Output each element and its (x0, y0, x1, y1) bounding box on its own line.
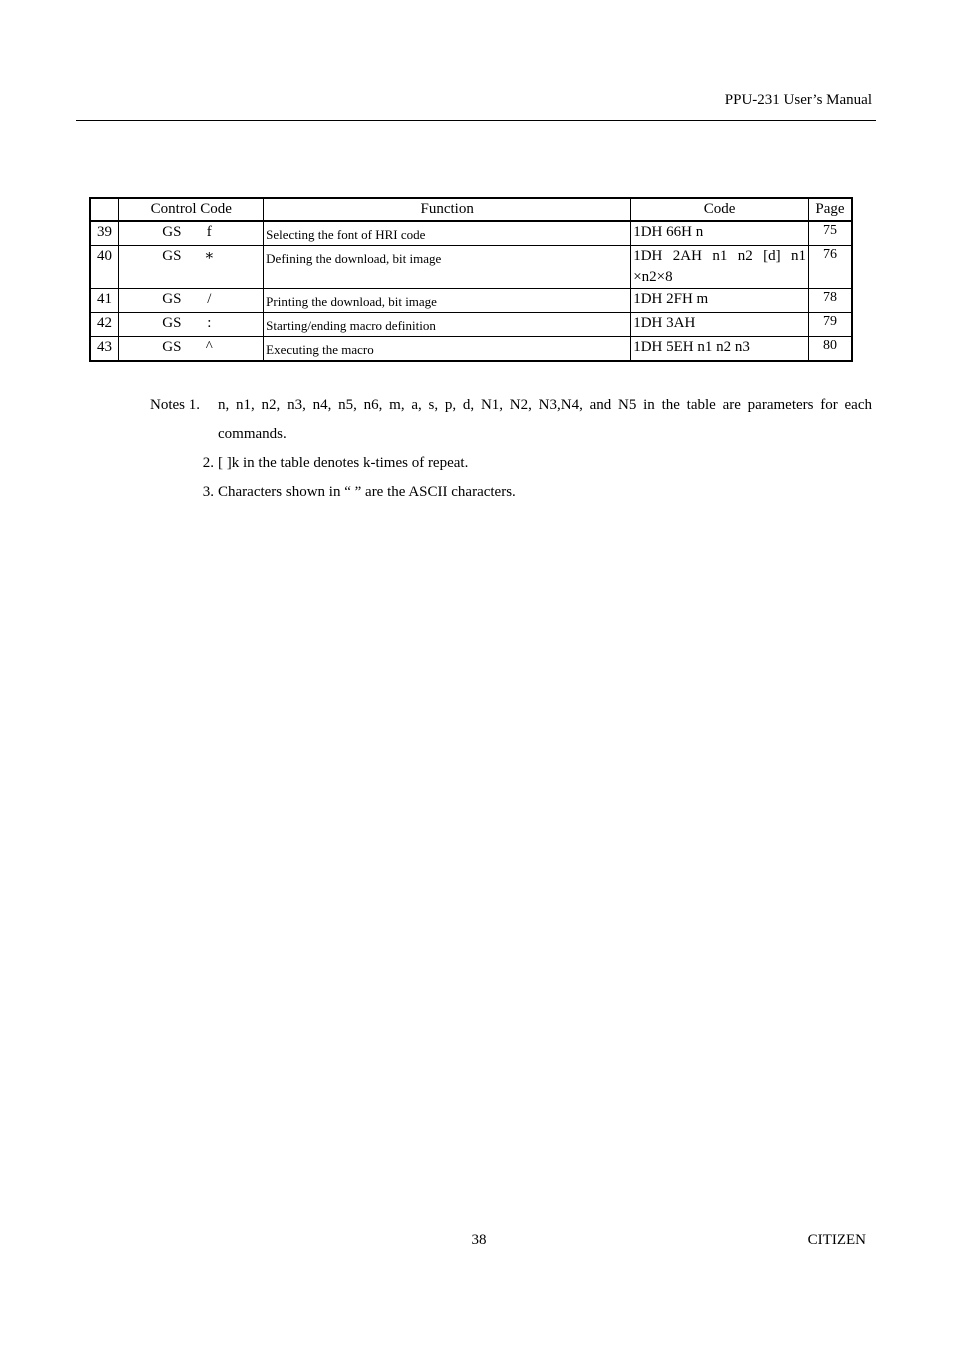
row-control-code (119, 289, 264, 313)
row-page: 80 (809, 337, 852, 362)
row-control-code (119, 337, 264, 362)
cc-char: / (207, 291, 212, 307)
footer-brand: CITIZEN (807, 1232, 866, 1248)
row-function: Defining the download, bit image (264, 246, 631, 289)
row-page: 75 (809, 221, 852, 246)
notes-label: Notes 1. (150, 397, 200, 413)
table-row (90, 289, 852, 313)
row-page: 79 (809, 313, 852, 337)
cc-char: f (206, 224, 212, 240)
note-marker: 3. (202, 484, 214, 500)
row-page: 76 (809, 246, 852, 289)
row-control-code (119, 313, 264, 337)
note-item (150, 478, 872, 507)
notes-section (150, 391, 872, 507)
cc-prefix: GS (162, 315, 182, 331)
table-row (90, 246, 852, 289)
row-number: 39 (90, 221, 119, 246)
row-number: 42 (90, 313, 119, 337)
note-text: [ ]k in the table denotes k-times of repeat. (218, 455, 469, 471)
command-table (89, 197, 853, 362)
row-code: 1DH 2AH n1 n2 [d] n1 ×n2×8 (631, 246, 809, 289)
row-control-code (119, 246, 264, 289)
row-page: 78 (809, 289, 852, 313)
header-control-code: Control Code (119, 198, 264, 221)
table-header-row (90, 198, 852, 221)
header-number (90, 198, 119, 221)
note-text: n, n1, n2, n3, n4, n5, n6, m, a, s, p, d, N1, N2, N3,N4, and N5 in the table are parameters for each commands. (218, 397, 872, 442)
page-number: 38 (471, 1232, 487, 1248)
header-rule (76, 120, 876, 121)
row-number: 40 (90, 246, 119, 289)
row-number: 41 (90, 289, 119, 313)
note-item (150, 391, 872, 449)
cc-char: : (207, 315, 212, 331)
row-control-code (119, 221, 264, 246)
row-function: Executing the macro (264, 337, 631, 362)
row-code: 1DH 66H n (631, 221, 809, 246)
row-function: Printing the download, bit image (264, 289, 631, 313)
row-function: Starting/ending macro definition (264, 313, 631, 337)
cc-prefix: GS (162, 248, 182, 264)
note-text: Characters shown in “ ” are the ASCII characters. (218, 484, 516, 500)
cc-prefix: GS (162, 224, 182, 240)
cc-char: ^ (205, 339, 213, 355)
row-number: 43 (90, 337, 119, 362)
header-page: Page (809, 198, 852, 221)
manual-title: PPU-231 User’s Manual (724, 92, 872, 108)
row-code: 1DH 5EH n1 n2 n3 (631, 337, 809, 362)
table-row (90, 221, 852, 246)
row-code: 1DH 2FH m (631, 289, 809, 313)
header-code: Code (631, 198, 809, 221)
table-row (90, 313, 852, 337)
table-row (90, 337, 852, 362)
header-function: Function (264, 198, 631, 221)
row-code: 1DH 3AH (631, 313, 809, 337)
row-function: Selecting the font of HRI code (264, 221, 631, 246)
cc-prefix: GS (162, 339, 182, 355)
cc-prefix: GS (162, 291, 182, 307)
note-marker: 2. (202, 455, 214, 471)
cc-char: ∗ (204, 248, 215, 264)
note-item (150, 449, 872, 478)
